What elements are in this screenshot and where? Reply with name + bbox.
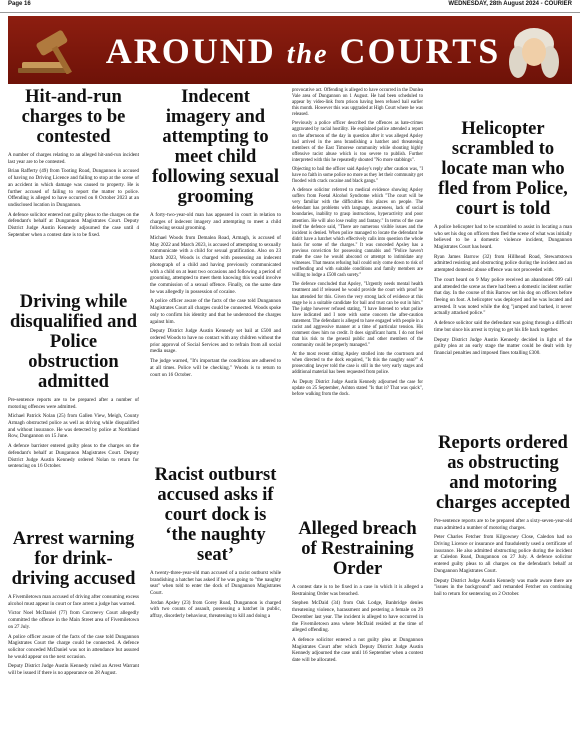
- story-paragraph: Pre-sentence reports are to be prepared after a number of motoring offences were admitted.: [8, 396, 139, 410]
- story-paragraph: Ryan James Barrow (32) from Hillhead Road, Stewartstown admitted resisting and obstructing police during the incident and an attempted domestic abuse offence was not proceeded with.: [434, 253, 572, 274]
- story-paragraph: Michael Woods from Demalea Road, Armagh, is accused of May 2022 and March 2023, is accused of attempting to sexually communicate with a child for sexual gratification. Also on 23 March 2023, Woods is charged with possessing an indecent photograph of a child and having previously communicated with a child on at least two occasions and following a period of grooming, attempted to meet them knowing this would involve the commission of a sexual offence. Finally, on the same date he was allegedly in possession of cocaine.: [150, 234, 281, 295]
- story-paragraph: Objecting to bail the officer said Apsley's reply after caution was, "I have no faith in some police no more as they let their community get flooded with crack cocaine and black gangs.": [292, 166, 423, 185]
- page-header: [0, 0, 580, 13]
- story-paragraph: As Deputy District Judge Austin Kennedy adjourned the case for update on 25 September, Ashton stated "Is that it? That was quick", before walking from the dock.: [292, 379, 423, 397]
- story-paragraph: A defence solicitor entered not guilty pleas to the charges on the defendant's behalf at Dungannon Magistrates Court. Deputy District Judge Austin Kennedy adjourned the case until 4 September when a contest date is to be fixed.: [8, 211, 139, 238]
- story-restraining-order: [292, 520, 423, 667]
- banner-word-the: the: [286, 39, 329, 70]
- story-paragraph: Previously a police officer described the offences as hate-crimes aggravated by racial hostility. He explained police attended a report on the afternoon of the day in question after it was alleged Apsley had arrived in the area brandishing a hatchet and threatening members of the East Timorese community while shouting highly offensive racist abuse which is too severe to publish. Further interpreted with this he repeatedly shouted "No more stabbings".: [292, 121, 423, 163]
- page-number: Page 16: [8, 1, 31, 7]
- banner-word-courts: COURTS: [339, 31, 501, 71]
- story-paragraph: Michael Patrick Nolan (25) from Gallen View, Meigh, County Armagh obstructed police as well as driving while disqualified and without insurance. He was detected by police at Northland Row, Dungannon on 15 June.: [8, 413, 139, 440]
- headline: Reports ordered as obstructing and motoring charges accepted: [435, 433, 571, 513]
- story-paragraph: A defence solicitor referred to medical evidence showing Apsley suffers from Foetal Alcohol Syndrome which "The court will be very familiar with the difficulties this places on people. The defendant has problems with language, awareness, lack of social boundaries, inability to grasp instructions, hyperactivity and poor attention. He will also lose reality and fantasy." In terms of the case itself the defence said, "There are numerous visible issues and the incident is denied. When police managed to locate the defendant he didn't have a hatchet which effectively calls into question the whole basis for some of the charges." It was conceded Apsley has a previous conviction for possessing cannabis and "Police haven't made the case he would abscond or attempt to intimidate any witnesses. That means refusing bail could only come down to risk of reoffending and with suitable conditions and family members are willing to lodge a £500 cash surety.": [292, 188, 423, 279]
- story-paragraph: A contest date is to be fixed in a case in which it is alleged a Restraining Order was breached.: [292, 583, 423, 597]
- story-paragraph: Jordan Apsley (23) from Gorey Road, Dungannon is charged with two counts of assault, possessing a hatchet in public, affray, disorderly behaviour, threatening to kill and doing a: [150, 599, 281, 620]
- story-paragraph: Stephen McDaid (34) from Oak Lodge, Banbridge denies threatening violence, harassment and pestering a female on 29 December last year. The incident is alleged to have occurred in the Fivemiletown area where McDaid resided at the time of alleged offending.: [292, 600, 423, 634]
- story-reports-ordered: [434, 434, 572, 601]
- story-paragraph: A police helicopter had to be scrambled to assist in locating a man who set his dog on officers then fled the scene of what was initially believed to be a domestic violence incident, Dungannon Magistrates Court has heard.: [434, 223, 572, 250]
- story-helicopter: [434, 120, 572, 360]
- story-paragraph: A defence solicitor said the defendant was going through a difficult time but since his arrest is trying to get his life back together.: [434, 320, 572, 333]
- story-racist-outburst: [150, 466, 281, 623]
- issue-date: WEDNESDAY, 28th August 2024 - COURIER: [448, 1, 572, 7]
- story-paragraph: provocative act. Offending is alleged to have occurred in the Dunlea Vale area of Dungannon on 1 August. He had been scheduled to appear by video-link from prison having been refused bail earlier this month. However this was upgraded at High Court where he was released.: [292, 88, 423, 118]
- banner-word-around: AROUND: [105, 31, 276, 71]
- headline: Racist outburst accused asks if court dock is ‘the naughty seat’: [154, 465, 277, 565]
- story-indecent-imagery: [150, 88, 281, 381]
- headline: Hit-and-run charges to be contested: [21, 87, 126, 147]
- story-paragraph: The judge warned, "It's important the conditions are adhered to at all times. Police will be checking." Woods is to return to court on 16 October.: [150, 358, 281, 378]
- story-paragraph: A Fivemiletown man accused of driving after consuming excess alcohol must appear in court or face arrest a judge has warned.: [8, 593, 139, 607]
- story-paragraph: Victor Noel McDaniel (77) from Corcreevy Court allegedly committed the offence in the Main Street area of Fivemiletown on 27 July.: [8, 610, 139, 630]
- story-paragraph: A defence solicitor entered a not guilty plea at Dungannon Magistrates Court after which Deputy District Judge Austin Kennedy adjourned the case until 16 September when a contest date will be allocated.: [292, 636, 423, 664]
- headline: Arrest warning for drink-driving accused: [11, 529, 136, 589]
- story-driving-disqualified: [8, 293, 139, 473]
- story-paragraph: A defence barrister entered guilty pleas to the charges on the defendant's behalf at Dungannon Magistrates Court. Deputy District Judge Austin Kennedy ordered Nolan to return for sentencing on 16 October.: [8, 443, 139, 470]
- story-paragraph: At the most recent sitting Apsley strolled into the courtroom and when directed to the dock enquired, "Is this the naughty seat?" A prosecuting lawyer told the case is still in the very early stages and additional material has been requested from police.: [292, 352, 423, 376]
- section-banner: [8, 16, 572, 84]
- story-paragraph: A police officer aware of the facts of the case told Dungannon Magistrates Court all charges could be connected. Woods spoke only to confirm his identity and that he understood the charges against him.: [150, 298, 281, 325]
- story-paragraph: The defence concluded that Apsley, "Urgently needs mental health treatment and if released he would provide the court with proof he has attended for this. Given the very strong lack of evidence at this stage he is a suitable candidate for bail and trust can be out in him." The judge however refused stating, "I have listened to what police have indicated and I note with some concern the after-caution statement. The defendant is alleged to have engaged with people in a racist and aggressive manner at a time of particular tension. His comment does him no credit. It does significant harm. I do not feel that his risk to the general public and other members of the community could be properly managed.": [292, 282, 423, 349]
- headline: Alleged breach of Restraining Order: [298, 519, 417, 579]
- story-paragraph: Pre-sentence reports are to be prepared after a sixty-seven-year-old man admitted a number of motoring charges.: [434, 517, 572, 531]
- headline: Helicopter scrambled to locate man who fled from Police, court is told: [438, 119, 568, 219]
- story-paragraph: A twenty-three-year-old man accused of a racist outburst while brandishing a hatchet has asked if he was going to "the naughty seat" when told to enter the dock of Dungannon Magistrates Court.: [150, 569, 281, 596]
- story-paragraph: Deputy District Judge Austin Kennedy was made aware there are "issues in the background" and remanded Fetcher on continuing bail to return for sentencing on 2 October.: [434, 577, 572, 598]
- story-paragraph: Peter Charles Fetcher from Kilgowney Close, Caledon had no Driving Licence or insurance and fraudulently used a certificate of insurance. He also admitted obstructing police during the incident at Caledon Road, Dungannon on 27 July. A defence solicitor entered guilty pleas to all charges on the defendant's behalf at Dungannon Magistrates Court.: [434, 534, 572, 574]
- story-paragraph: A number of charges relating to an alleged hit-and-run incident last year are to be contested.: [8, 151, 139, 165]
- headline: Indecent imagery and attempting to meet child following sexual grooming: [152, 87, 279, 207]
- story-paragraph: The court heard on 9 May police received an abandoned 999 call and attended the scene as there had been a domestic incident earlier that day. In the course of this Barrow set his dog on officers before fleeing on foot. A helicopter was deployed and he was located and arrested. It was noted while the dog "jumped and barked, it never actually attacked police.": [434, 276, 572, 317]
- story-paragraph: A forty-two-year-old man has appeared in court in relation to charges of indecent imagery and attempting to meet a child following sexual grooming.: [150, 211, 281, 232]
- gavel-icon: [16, 26, 94, 74]
- story-paragraph: Deputy District Judge Austin Kennedy set bail at £500 and ordered Woods to have no contact with any children without the prior approval of Social Services and to refrain from all social media usage.: [150, 328, 281, 355]
- judge-wig-icon: [502, 22, 566, 82]
- story-arrest-warning: [8, 530, 139, 680]
- story-paragraph: Deputy District Judge Austin Kennedy ruled an Arrest Warrant will be issued if there is no appearance on 28 August.: [8, 663, 139, 677]
- story-racist-continued: [292, 88, 423, 401]
- story-paragraph: A police officer aware of the facts of the case told Dungannon Magistrates Court the charge could be connected. A defence solicitor conceded McDaniel was not in attendance but assured he would appear on the next occasion.: [8, 633, 139, 660]
- story-paragraph: Deputy District Judge Austin Kennedy decided in light of the guilty plea at an early stage the matter could be dealt with by financial penalties and imposed fines totalling £300.: [434, 336, 572, 357]
- headline: Driving while disqualified and Police obstruction admitted: [10, 292, 137, 392]
- banner-title: [103, 30, 503, 72]
- story-hit-and-run: [8, 88, 139, 242]
- story-paragraph: Brian Rafferty (49) from Tooting Road, Dungannon is accused of having no Driving Licence and failing to stop at the scene of an accident in which damage was caused to property. He is further accused of failing to report the matter to police. Offending is alleged to have occurred on 8 October 2023 at an undisclosed location in Dungannon.: [8, 168, 139, 208]
